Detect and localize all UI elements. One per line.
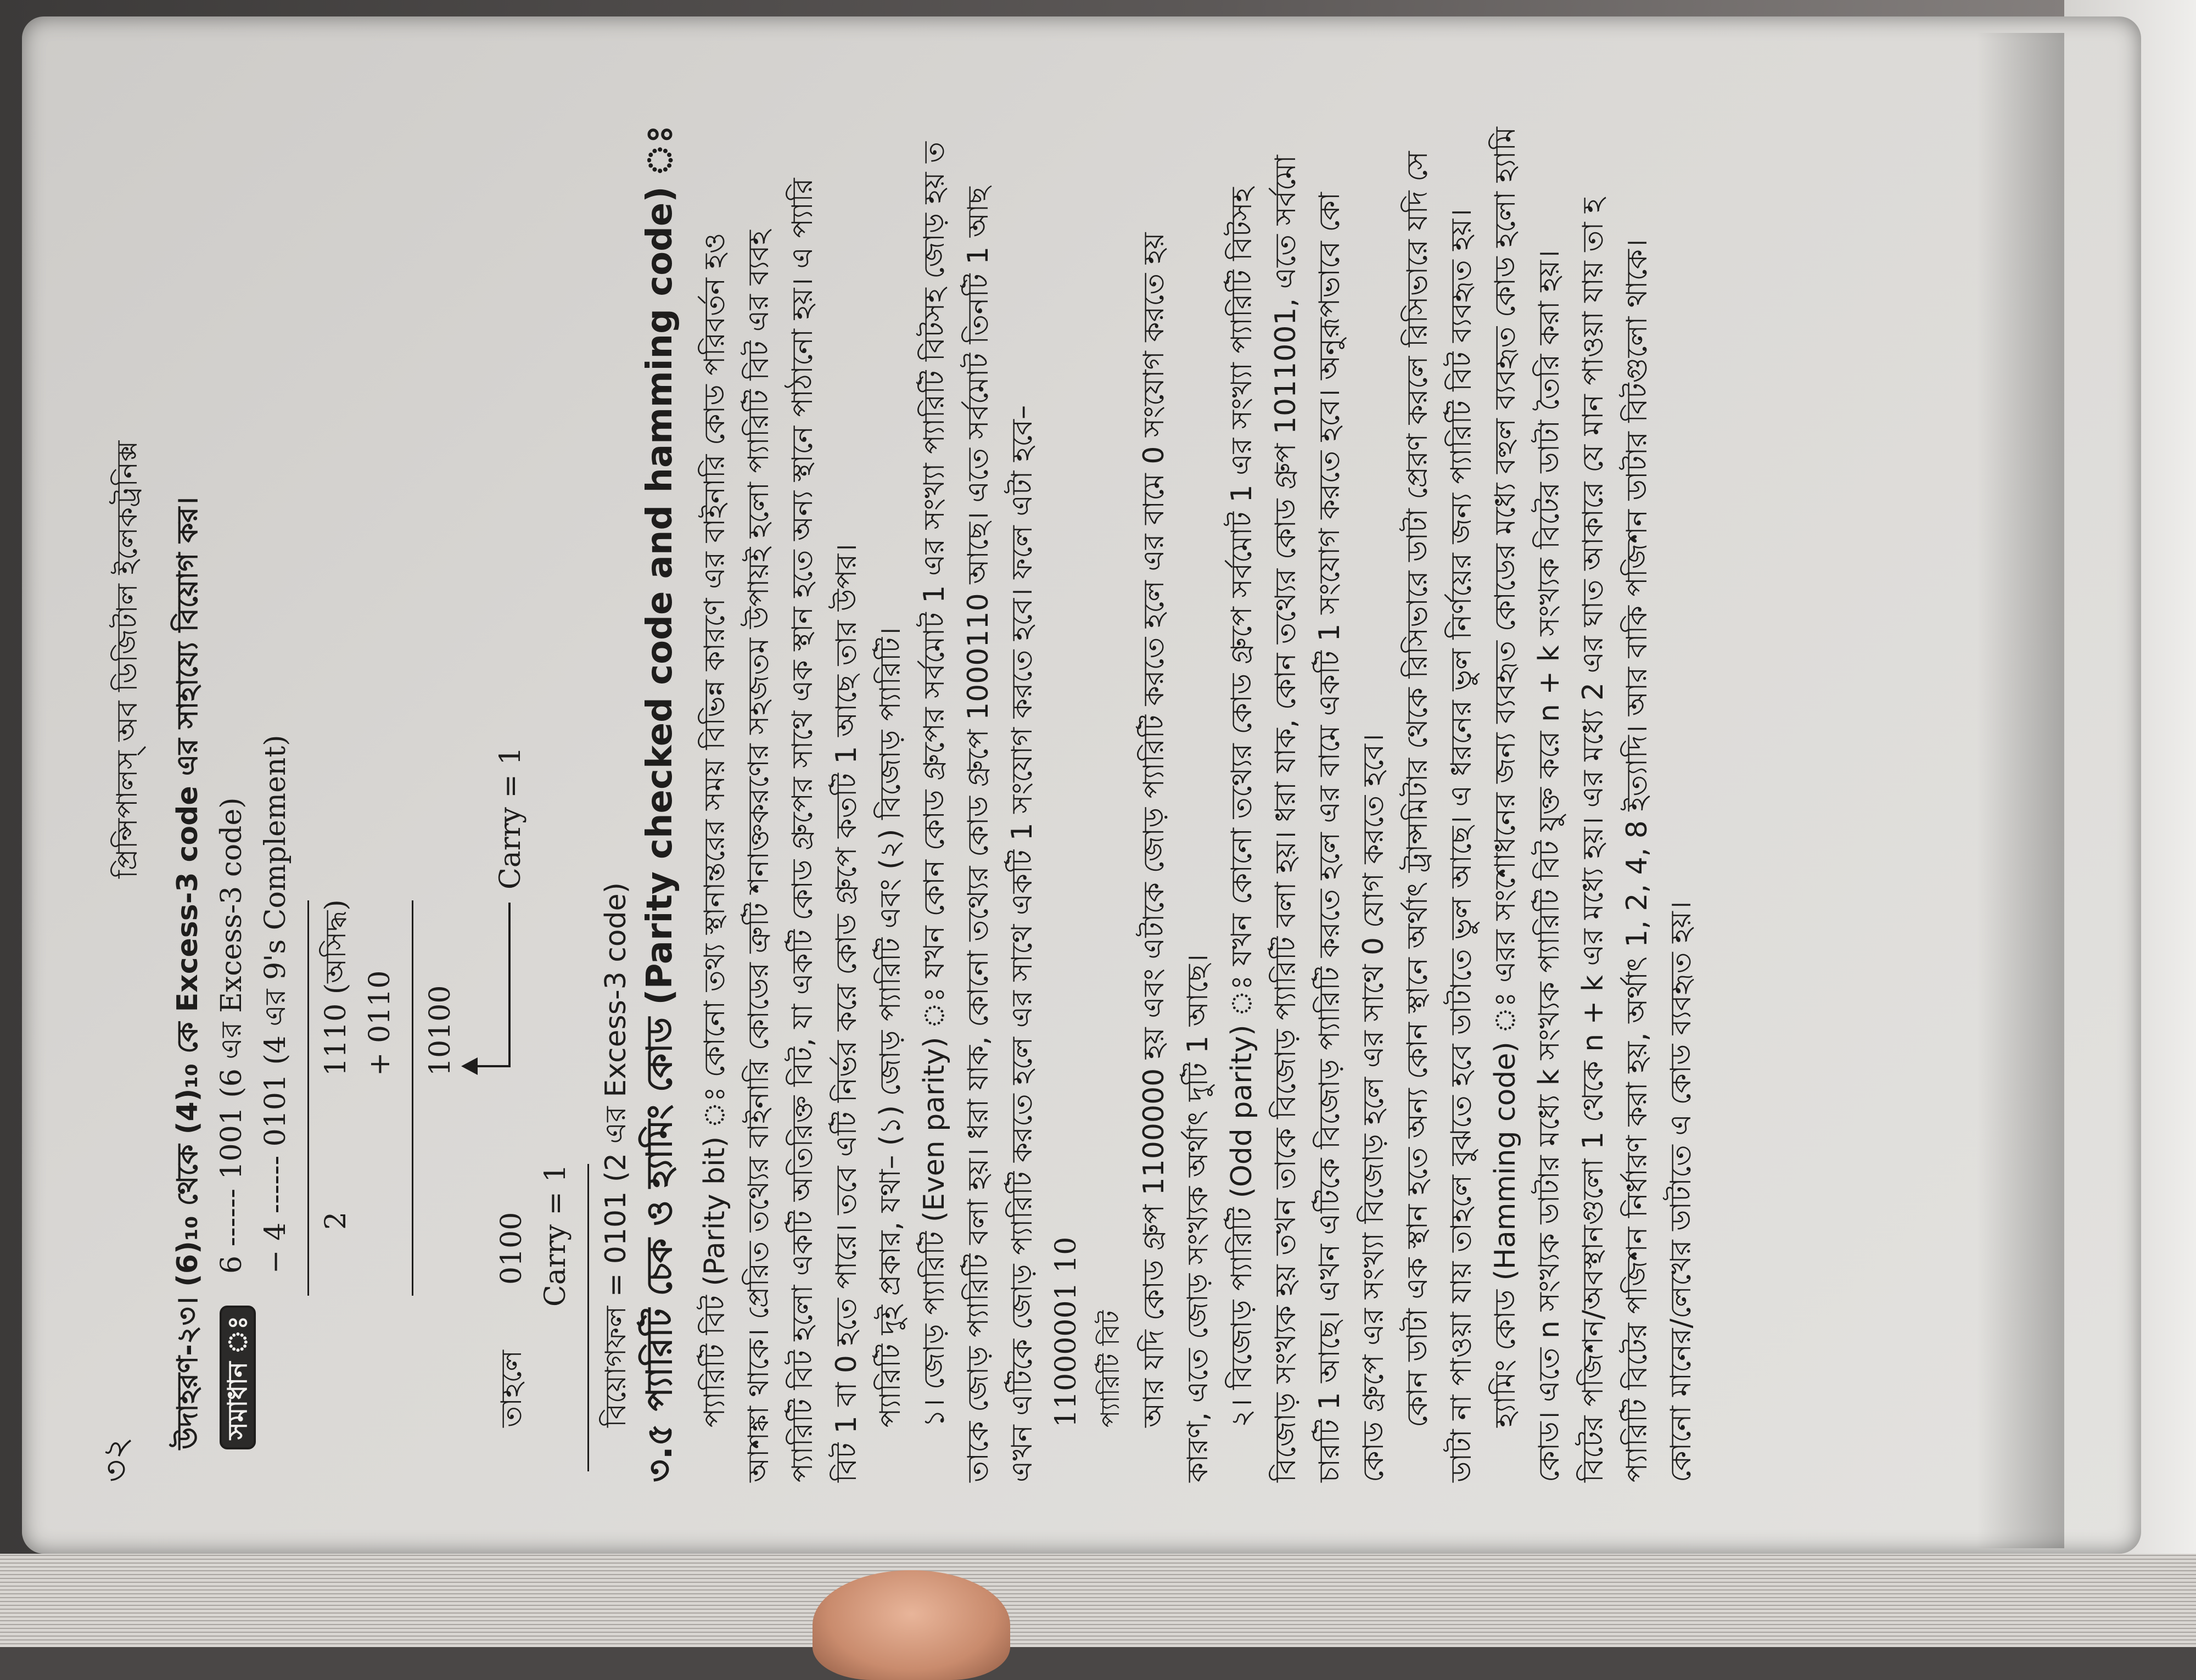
page-edges bbox=[0, 1554, 2196, 1647]
para1-line-2: আশঙ্কা থাকে। প্রেরিত তথ্যের বাইনারি কোডের ত্রুটি শনাক্তকরণের সহজতম উপায়ই হলো প্যারিটি বিট এর ব্যবহ bbox=[742, 230, 775, 1482]
then-label: তাহলে bbox=[495, 1349, 528, 1427]
hamming-line-4: প্যারিটি বিটের পজিশন নির্ধারণ করা হয়, অর্থাৎ 1, 2, 4, 8 ইত্যাদি। আর বাকি পজিশন ডাটার বিটগুলো থাকে। bbox=[1621, 239, 1654, 1482]
book-spine-shadow bbox=[1976, 33, 2064, 1548]
even-line-1: ১। জোড় প্যারিটি (Even parity) ঃ যখন কোন কোড গ্রুপের সর্বমোট 1 এর সংখ্যা প্যারিটি বিটসহ জোড় হয় ত bbox=[918, 141, 951, 1427]
odd-line-4: কোড গ্রুপে এর সংখ্যা বিজোড় হলে এর সাথে 0 যোগ করতে হবে। bbox=[1357, 733, 1390, 1482]
odd-line-2: বিজোড় সংখ্যক হয় তখন তাকে বিজোড় প্যারিটি বলা হয়। ধরা যাক, কোন তথ্যের কোড গ্রুপ 1011001, এতে সর্বমো bbox=[1269, 155, 1302, 1482]
sum-rule bbox=[307, 900, 309, 1296]
result-value: 10100 bbox=[424, 985, 457, 1076]
section-heading: ৩.৫ প্যারিটি চেক ও হ্যামিং কোড (Parity checked code and hamming code) ঃ bbox=[640, 125, 680, 1482]
sum-label: 2 bbox=[320, 1211, 352, 1230]
hamming-line-1: হ্যামিং কোড (Hamming code) ঃ এরর সংশোধনের জন্য ব্যবহৃত কোডের মধ্যে বহুল ব্যবহৃত কোড হলো হ্যামি bbox=[1489, 127, 1522, 1427]
carry-right: Carry = 1 bbox=[494, 747, 527, 889]
example-title: উদাহরণ-২৩। (6)₁₀ থেকে (4)₁₀ কে Excess-3 code এর সাহায্যে বিয়োগ কর। bbox=[171, 496, 204, 1449]
odd-more-2: ডাটা না পাওয়া যায় তাহলে বুঝতে হবে ডাটাতে ভুল আছে। এ ধরনের ভুল নির্ণয়ের জন্য প্যারিটি বিট ব্যবহৃত হয়। bbox=[1445, 209, 1478, 1482]
even-line-2: তাকে জোড় প্যারিটি বলা হয়। ধরা যাক, কোনো তথ্যের কোড গ্রুপে 1000110 আছে। এতে সর্বমোট তিনটি 1 আছ bbox=[962, 187, 995, 1482]
even-line-3: এখন এটিকে জোড় প্যারিটি করতে হলে এর সাথে একটি 1 সংযোগ করতে হবে। ফলে এটা হবে– bbox=[1006, 405, 1039, 1482]
final-rule bbox=[587, 1164, 589, 1471]
carry-left: Carry = 1 bbox=[539, 1164, 572, 1307]
solution-badge: সমাধান ঃ bbox=[220, 1306, 256, 1449]
odd-more-1: কোন ডাটা এক স্থান হতে অন্য কোন স্থানে অর্থাৎ ট্রান্সমিটার থেকে রিসিভারে ডাটা প্রেরণ করলে রিসিভারে যদি সে bbox=[1401, 151, 1434, 1427]
sum-value: 1110 (অসিদ্ধ) bbox=[320, 899, 352, 1076]
example-row-2: − 4 ------ 0101 (4 এর 9's Complement) bbox=[259, 735, 292, 1274]
page-number: ৩২ bbox=[96, 1436, 137, 1482]
even-after-1: আর যদি কোড গ্রুপ 1100000 হয় এবং এটাকে জোড় প্যারিটি করতে হলে এর বামে 0 সংযোগ করতে হয় bbox=[1138, 232, 1170, 1427]
even-after-2: কারণ, এতে জোড় সংখ্যক অর্থাৎ দুটি 1 আছে। bbox=[1181, 954, 1214, 1482]
hamming-line-3: বিটের পজিশন/অবস্থানগুলো 1 থেকে n + k এর মধ্যে হয়। এর মধ্যে 2 এর ঘাত আকারে যে মান পাওয়া যায় তা হ bbox=[1577, 198, 1610, 1482]
even-code-label: প্যারিটি বিট bbox=[1095, 1310, 1125, 1427]
parity-types: প্যারিটি দুই প্রকার, যথা– (১) জোড় প্যারিটি এবং (২) বিজোড় প্যারিটি। bbox=[874, 627, 907, 1427]
page-content bbox=[88, 33, 1954, 1504]
odd-line-1: ২। বিজোড় প্যারিটি (Odd parity) ঃ যখন কোনো তথ্যের কোড গ্রুপে সর্বমোট 1 এর সংখ্যা প্যারিটি বিটসহ bbox=[1225, 187, 1258, 1427]
carry-arrow-stem bbox=[477, 1065, 509, 1067]
hamming-line-5: কোনো মানের/লেখের ডাটাতে এ কোড ব্যবহৃত হয়। bbox=[1665, 901, 1698, 1482]
running-title: প্রিন্সিপালস্ অব ডিজিটাল ইলেকট্রনিক্স bbox=[111, 440, 144, 878]
example-row-1: 6 ------ 1001 (6 এর Excess-3 code) bbox=[215, 797, 248, 1274]
carry-arrow-line bbox=[508, 903, 511, 1067]
final-answer: বিয়োগফল = 0101 (2 এর Excess-3 code) bbox=[600, 882, 632, 1427]
thumb bbox=[813, 1570, 1010, 1680]
para1-line-3: প্যারিটি বিট হলো একটি অতিরিক্ত বিট, যা একটি কোড গ্রুপের সাথে এক স্থান হতে অন্য স্থানে পাঠানো হয়। এ প্যারি bbox=[786, 178, 819, 1482]
odd-line-3: চারটি 1 আছে। এখন এটিকে বিজোড় প্যারিটি করতে হলে এর বামে একটি 1 সংযোগ করতে হবে। অনুরূপভাবে কো bbox=[1313, 192, 1346, 1482]
even-code: 11000001 10 bbox=[1050, 1236, 1083, 1427]
para1-line-1: প্যারিটি বিট (Parity bit) ঃ কোনো তথ্য স্থানান্তরের সময় বিভিন্ন কারণে এর বাইনারি কোড পরিবর্তন হও bbox=[698, 232, 731, 1427]
solution-row bbox=[220, 1306, 256, 1449]
result-rule bbox=[412, 900, 413, 1296]
carry-arrow-head bbox=[461, 1057, 478, 1075]
para1-line-4: বিট 1 বা 0 হতে পারে। তবে এটি নির্ভর করে কোড গ্রুপে কতটি 1 আছে তার উপর। bbox=[830, 544, 863, 1482]
hamming-line-2: কোড। এতে n সংখ্যক ডাটার মধ্যে k সংখ্যক প্যারিটি বিট যুক্ত করে n + k সংখ্যক বিটের ডাটা তৈরি করা হয়। bbox=[1533, 250, 1566, 1482]
then-value: 0100 bbox=[495, 1212, 528, 1285]
add-value: + 0110 bbox=[363, 970, 396, 1076]
